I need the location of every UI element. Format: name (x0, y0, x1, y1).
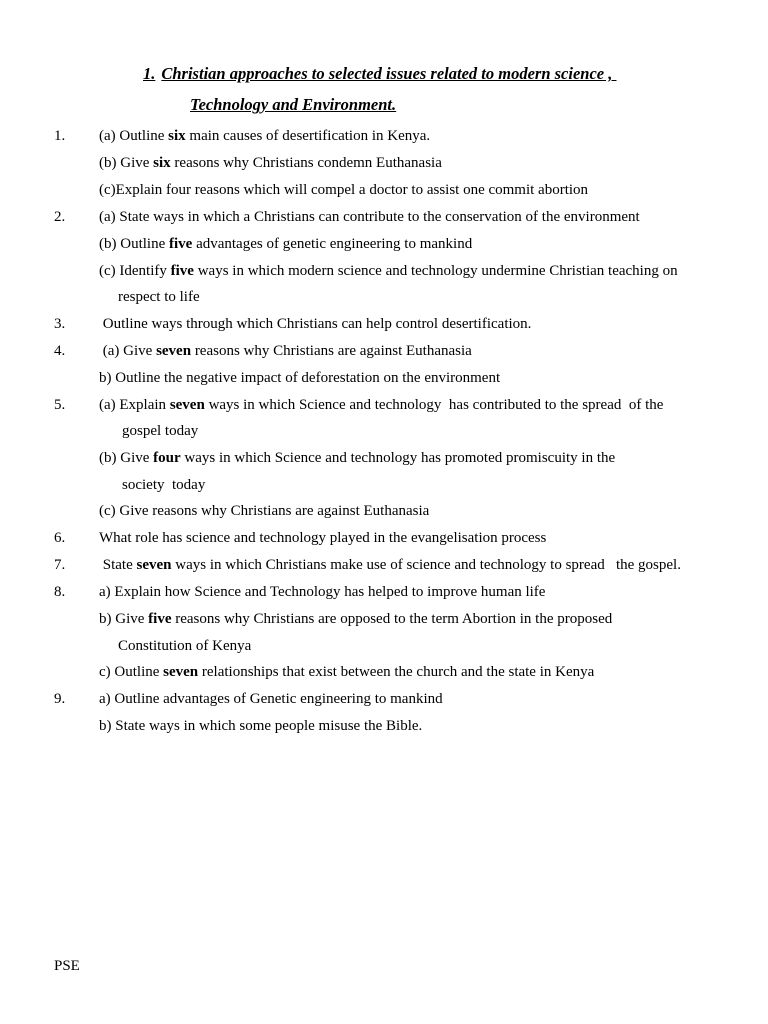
question-text: ways in which Christians make use of science and technology to spread the gospel. (171, 557, 681, 573)
question-text: advantages of genetic engineering to mankind (192, 236, 473, 252)
question-number: 2. (54, 209, 66, 225)
question-continuation: society today (122, 477, 206, 493)
question-part (99, 556, 681, 574)
question-part (99, 369, 500, 387)
question-emphasis: seven (169, 397, 205, 413)
question-part (99, 690, 443, 708)
question-number: 4. (54, 343, 66, 359)
question-text: ways in which Science and technology has contributed to the spread of the (204, 397, 664, 413)
question-text: a) Explain how Science and Technology has helped to improve human life (99, 584, 546, 600)
question-emphasis: five (168, 236, 193, 252)
question-text: Outline ways through which Christians can help control desertification. (99, 316, 532, 332)
question-continuation: respect to life (118, 289, 200, 305)
question-text: reasons why Christians are opposed to the term Abortion in the proposed (171, 611, 613, 627)
question-part (99, 717, 422, 735)
question-continuation: gospel today (122, 423, 199, 439)
question-text: State (99, 557, 137, 573)
question-text: What role has science and technology played in the evangelisation process (99, 530, 547, 546)
question-text: ways in which Science and technology has promoted promiscuity in the (180, 450, 616, 466)
question-text: (c) Identify (99, 263, 171, 279)
heading-line-2: Technology and Environment. (190, 95, 397, 114)
question-text: (b) Outline (99, 236, 169, 252)
question-continuation: Constitution of Kenya (118, 638, 252, 654)
question-part (99, 502, 429, 520)
question-text: b) Outline the negative impact of deforestation on the environment (99, 370, 501, 386)
question-part (99, 449, 615, 467)
question-part (99, 154, 442, 172)
question-part (99, 315, 531, 333)
question-part (99, 663, 594, 681)
question-text: reasons why Christians condemn Euthanasia (170, 155, 442, 171)
question-text: (a) State ways in which a Christians can contribute to the conservation of the environment (99, 209, 640, 225)
question-text: (a) Outline (99, 128, 169, 144)
question-part (99, 529, 546, 547)
question-text: c) Outline (99, 664, 164, 680)
question-text: (c) Give reasons why Christians are against Euthanasia (99, 503, 430, 519)
footer-text: PSE (54, 958, 80, 974)
question-number: 1. (54, 128, 66, 144)
question-text: (c)Explain four reasons which will compel a doctor to assist one commit abortion (99, 182, 589, 198)
question-number: 6. (54, 530, 66, 546)
question-emphasis: five (170, 263, 194, 279)
question-number: 7. (54, 557, 66, 573)
question-emphasis: seven (163, 664, 199, 680)
heading-text-1: Christian approaches to selected issues related to modern science , (161, 64, 617, 83)
question-part (99, 235, 472, 253)
question-emphasis: six (153, 155, 171, 171)
question-number: 5. (54, 397, 66, 413)
question-part (99, 396, 663, 414)
question-part (99, 583, 545, 601)
question-part (99, 127, 430, 145)
question-number: 9. (54, 691, 66, 707)
question-part (99, 610, 612, 628)
question-text: relationships that exist between the church and the state in Kenya (198, 664, 595, 680)
question-part (99, 181, 588, 199)
question-text: ways in which modern science and technology undermine Christian teaching on (193, 263, 678, 279)
question-number: 3. (54, 316, 66, 332)
question-text: b) Give (99, 611, 149, 627)
question-text: main causes of desertification in Kenya. (185, 128, 431, 144)
question-emphasis: five (148, 611, 172, 627)
heading-number: 1. (143, 64, 156, 83)
question-part (99, 208, 640, 226)
question-emphasis: six (168, 128, 186, 144)
question-text: (a) Explain (99, 397, 170, 413)
question-part (99, 262, 678, 280)
question-text: (a) Give (99, 343, 157, 359)
question-emphasis: seven (136, 557, 172, 573)
question-text: (b) Give (99, 155, 154, 171)
question-emphasis: seven (156, 343, 192, 359)
question-emphasis: four (153, 450, 181, 466)
question-text: b) State ways in which some people misuse the Bible. (99, 718, 423, 734)
question-number: 8. (54, 584, 66, 600)
question-part (99, 342, 472, 360)
heading-line-1 (143, 64, 617, 84)
question-text: (b) Give (99, 450, 154, 466)
question-text: reasons why Christians are against Euthanasia (191, 343, 472, 359)
question-text: a) Outline advantages of Genetic engineering to mankind (99, 691, 443, 707)
